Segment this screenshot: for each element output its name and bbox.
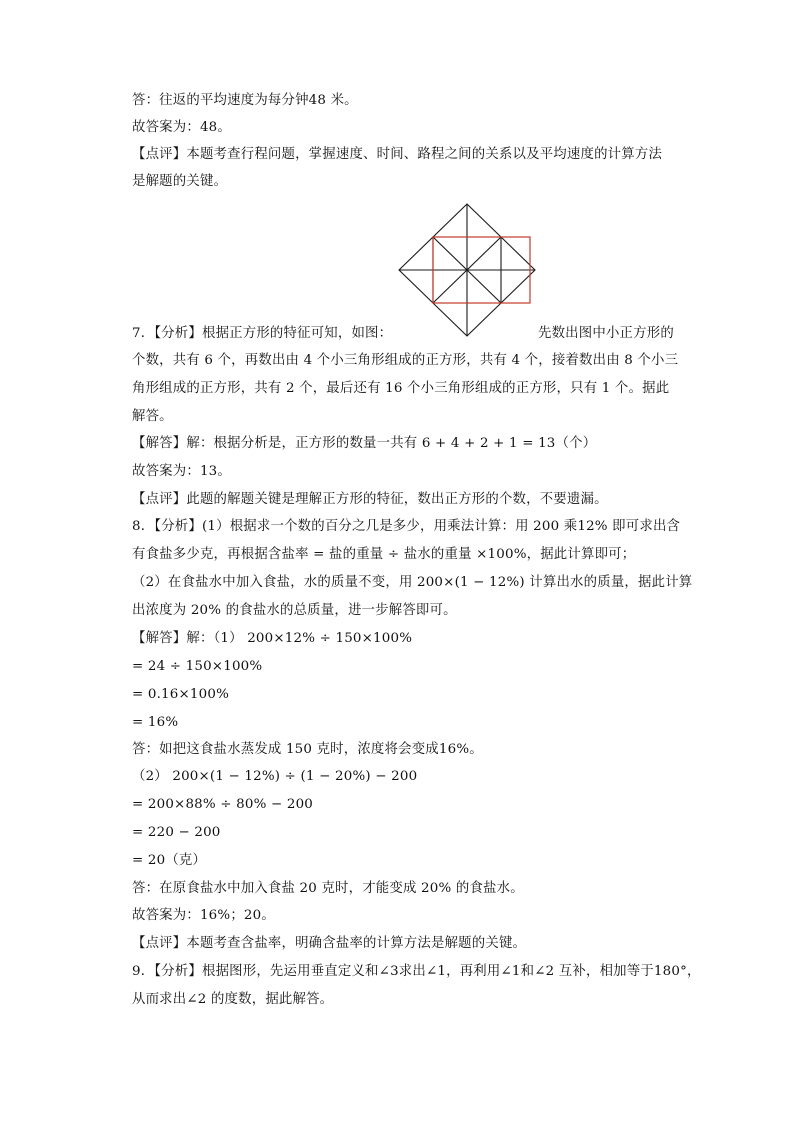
text-line-15: 出浓度为 20% 的食盐水的总质量，进一步解答即可。 (132, 603, 457, 618)
text-line-16: 【解答】解：（1） 200×12% ÷ 150×100% (132, 631, 413, 646)
text-line-10: 故答案为：13。 (132, 464, 231, 479)
text-line-11: 【点评】此题的解题关键是理解正方形的特征，数出正方形的个数，不要遗漏。 (132, 492, 608, 507)
text-line-1: 答：往返的平均速度为每分钟48 米。 (132, 93, 358, 108)
text-line-4: 是解题的关键。 (132, 174, 228, 189)
square-figure (396, 203, 538, 338)
text-line-28: 9．【分析】根据图形，先运用垂直定义和∠3求出∠1，再利用∠1和∠2 互补，相加等于180°， (132, 964, 701, 979)
text-line-7: 角形组成的正方形，共有 2 个，最后还有 16 个小三角形组成的正方形，只有 1 个。据此 (132, 381, 670, 396)
text-line-2: 故答案为：48。 (132, 120, 231, 135)
text-line-17: = 24 ÷ 150×100% (132, 659, 263, 674)
text-line-25: 答：在原食盐水中加入食盐 20 克时，才能变成 20% 的食盐水。 (132, 881, 524, 896)
text-line-20: 答：如把这食盐水蒸发成 150 克时，浓度将会变成16%。 (132, 742, 483, 757)
text-line-14: （2）在食盐水中加入食盐，水的质量不变，用 200×(1 − 12%) 计算出水的质量，据此计算 (132, 575, 693, 590)
text-line-29: 从而求出∠2 的度数，据此解答。 (132, 992, 334, 1007)
text-line-6: 个数，共有 6 个，再数出由 4 个小三角形组成的正方形，共有 4 个，接着数出由 8 个小三 (132, 353, 679, 368)
text-line-27: 【点评】本题考查含盐率，明确含盐率的计算方法是解题的关键。 (132, 936, 527, 951)
text-line-18: = 0.16×100% (132, 687, 229, 702)
text-line-22: = 200×88% ÷ 80% − 200 (132, 797, 314, 812)
text-line-3: 【点评】本题考查行程问题，掌握速度、时间、路程之间的关系以及平均速度的计算方法 (132, 147, 663, 162)
text-line-19: = 16% (132, 715, 179, 730)
text-line-5: 7．【分析】根据正方形的特征可知，如图： (132, 326, 393, 341)
text-line-9: 【解答】解：根据分析是，正方形的数量一共有 6 + 4 + 2 + 1 = 13（个） (132, 436, 597, 451)
text-line-21: （2） 200×(1 − 12%) ÷ (1 − 20%) − 200 (132, 769, 418, 784)
text-line-12: 8．【分析】(1）根据求一个数的百分之几是多少，用乘法计算：用 200 乘12% 即可求出含 (132, 519, 681, 534)
text-line-26: 故答案为：16%；20。 (132, 908, 275, 923)
text-line-13: 有食盐多少克，再根据含盐率 = 盐的重量 ÷ 盐水的重量 ×100%，据此计算即可； (132, 547, 636, 562)
text-line-5b: 先数出图中小正方形的 (538, 326, 674, 341)
text-line-24: = 20（克） (132, 853, 207, 868)
text-line-8: 解答。 (132, 409, 173, 424)
text-line-23: = 220 − 200 (132, 825, 221, 840)
